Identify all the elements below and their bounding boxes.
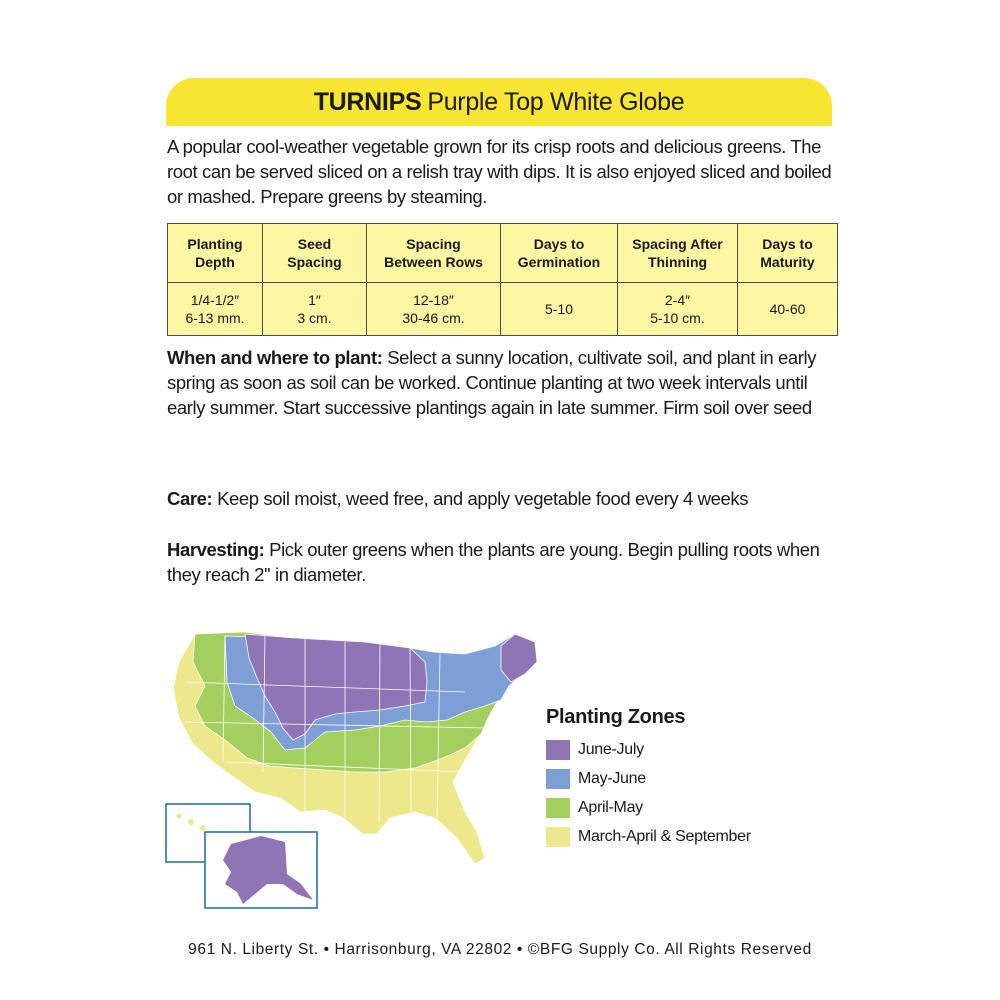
planting-zone-map (165, 622, 565, 912)
table-values-row (168, 283, 838, 336)
legend-swatch (546, 740, 570, 760)
care-text: Keep soil moist, weed free, and apply vegetable food every 4 weeks (217, 488, 749, 509)
header-planting-depth: Planting Depth (168, 224, 263, 283)
legend-item-june-july (546, 735, 751, 764)
value-maturity: 40-60 (738, 283, 838, 336)
legend-item-march-april-september (546, 822, 751, 851)
when-where-text: Select a sunny location, cultivate soil, and plant in early spring as soon as soil can be worked. Continue planting at two week intervals until early summer. Start successive plantings again in late summer. Firm soil over seed (167, 347, 817, 418)
table-header-row (168, 224, 838, 283)
planting-zones-legend (546, 706, 751, 851)
value-germination: 5-10 (501, 283, 618, 336)
growing-info-table (167, 223, 838, 336)
care-label: Care: (167, 488, 213, 509)
harvesting-section (167, 537, 837, 587)
header-row-spacing: Spacing Between Rows (367, 224, 501, 283)
header-germination: Days to Germination (501, 224, 618, 283)
legend-item-may-june (546, 764, 751, 793)
variety-name: Purple Top White Globe (427, 87, 685, 116)
care-section (167, 486, 837, 511)
value-planting-depth: 1/4-1/2″ 6-13 mm. (168, 283, 263, 336)
value-seed-spacing: 1″ 3 cm. (263, 283, 367, 336)
header-maturity: Days to Maturity (738, 224, 838, 283)
when-where-label: When and where to plant: (167, 347, 383, 368)
legend-swatch (546, 769, 570, 789)
footer-address: 961 N. Liberty St. • Harrisonburg, VA 22802 • ©BFG Supply Co. All Rights Reserved (188, 941, 812, 958)
legend-label: April-May (578, 798, 643, 816)
legend-label: March-April & September (578, 827, 751, 845)
header-thinning: Spacing After Thinning (618, 224, 738, 283)
title-banner (166, 78, 832, 126)
us-map-svg (165, 622, 565, 912)
value-row-spacing: 12-18″ 30-46 cm. (367, 283, 501, 336)
legend-label: June-July (578, 740, 644, 758)
crop-name: TURNIPS (313, 87, 422, 116)
zone-june-july-northeast (501, 634, 537, 682)
harvesting-text: Pick outer greens when the plants are young. Begin pulling roots when they reach 2'' in diameter. (167, 539, 820, 585)
header-seed-spacing: Seed Spacing (263, 224, 367, 283)
value-thinning: 2-4″ 5-10 cm. (618, 283, 738, 336)
intro-text: A popular cool-weather vegetable grown for its crisp roots and delicious greens. The root can be served sliced on a relish tray with dips. It is also enjoyed sliced and boiled or mashed. Prepare greens by steaming. (167, 136, 832, 207)
legend-title: Planting Zones (546, 706, 686, 728)
legend-label: May-June (578, 769, 646, 787)
legend-item-april-may (546, 793, 751, 822)
harvesting-label: Harvesting: (167, 539, 265, 560)
when-where-section (167, 345, 837, 420)
legend-swatch (546, 798, 570, 818)
legend-swatch (546, 827, 570, 847)
